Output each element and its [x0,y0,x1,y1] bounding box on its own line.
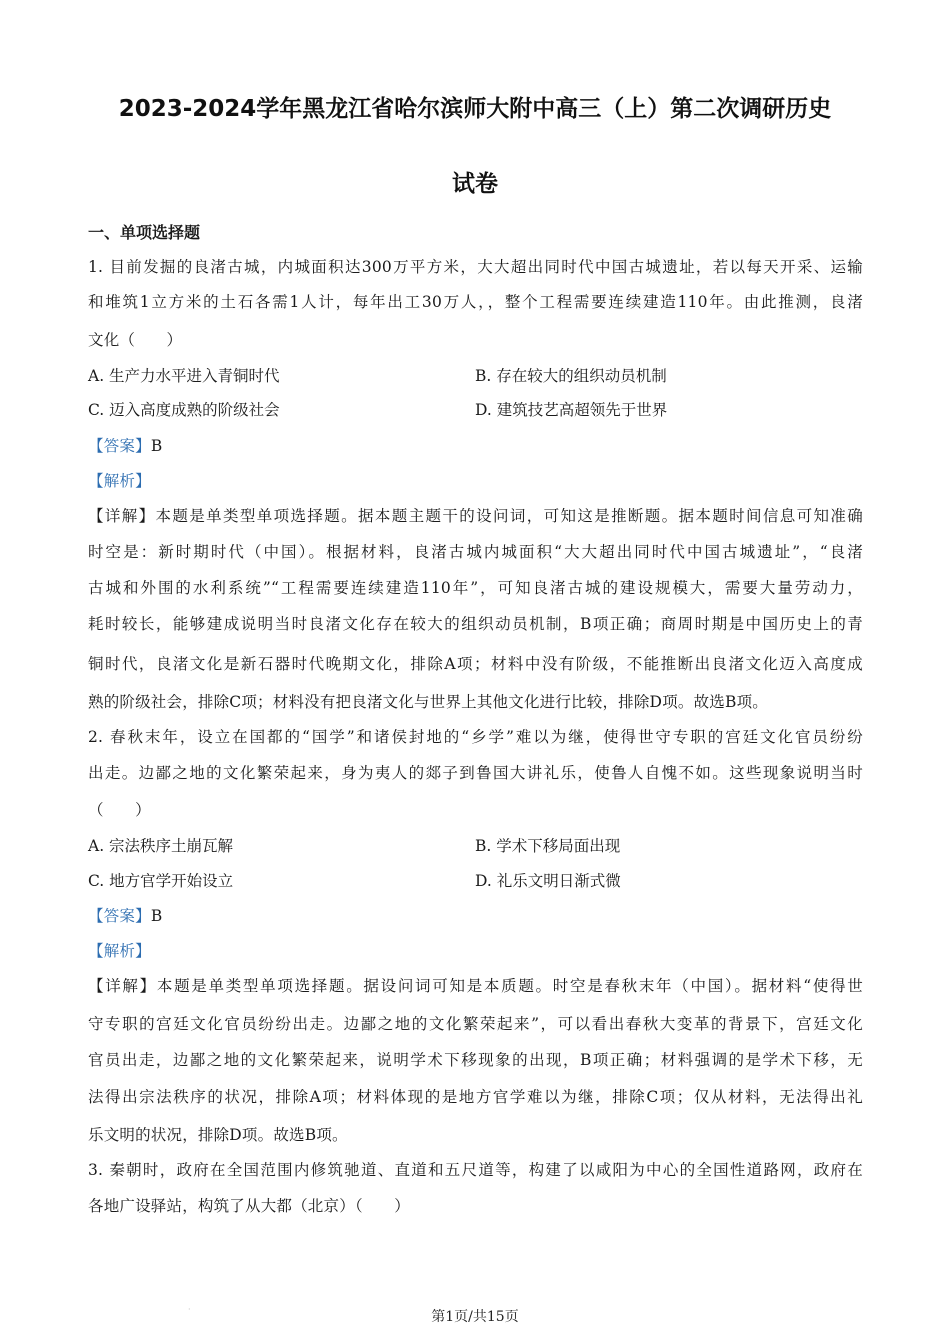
paper-title-line2: 试卷 [452,171,498,197]
q1-answer-tag: 【答案】 [88,437,151,455]
q2-stem-line1: 2. 春秋末年，设立在国都的“国学”和诸侯封地的“乡学”难以为继，使得世守专职的宫廷文化官员纷纷 [88,728,863,746]
q1-analysis [88,471,863,491]
q1-detail-line3: 古城和外围的水利系统”“工程需要连续建造110年”，可知良渚古城的建设规模大，需要大量劳动力， [88,579,863,597]
q2-option-a: A. 宗法秩序土崩瓦解 [88,837,234,855]
q2-stem-line2: 出走。边鄙之地的文化繁荣起来，身为夷人的郯子到鲁国大讲礼乐，使鲁人自愧不如。这些现象说明当时 [88,764,863,782]
q2-option-c: C. 地方官学开始设立 [88,872,234,890]
q2-analysis [88,941,863,961]
q1-detail-line4: 耗时较长，能够建成说明当时良渚文化存在较大的组织动员机制，B项正确；商周时期是中国历史上的青 [88,615,863,633]
q2-analysis-tag: 【解析】 [88,942,151,960]
q1-option-b: B. 存在较大的组织动员机制 [475,367,667,385]
q2-detail-line4: 法得出宗法秩序的状况，排除A项；材料体现的是地方官学难以为继，排除C项；仅从材料，无法得出礼 [88,1088,863,1106]
q2-answer [88,906,863,926]
q1-answer [88,436,863,456]
q1-detail-line2: 时空是：新时期时代（中国）。根据材料，良渚古城内城面积“大大超出同时代中国古城遗址”，“良渚 [88,543,863,561]
q1-analysis-tag: 【解析】 [88,472,151,490]
q2-detail-line3: 官员出走，边鄙之地的文化繁荣起来，说明学术下移现象的出现，B项正确；材料强调的是学术下移，无 [88,1051,863,1069]
q1-stem-line3: 文化（ ） [88,331,183,349]
scan-speck: · [188,1305,191,1314]
q1-option-a: A. 生产力水平进入青铜时代 [88,367,280,385]
q2-option-d: D. 礼乐文明日渐式微 [475,872,621,890]
q3-stem-line2: 各地广设驿站，构筑了从大都（北京）（ ） [88,1197,410,1215]
q1-detail-line5: 铜时代，良渚文化是新石器时代晚期文化，排除A项；材料中没有阶级，不能推断出良渚文化迈入高度成 [88,655,863,673]
q1-answer-value: B [150,437,163,455]
page-number-footer: 第1页/共15页 [431,1309,519,1325]
q2-detail-line1: 【详解】本题是单类型单项选择题。据设问词可知是本质题。时空是春秋末年（中国）。据材料“使得世 [88,977,863,995]
q2-option-b: B. 学术下移局面出现 [475,837,621,855]
q1-option-d: D. 建筑技艺高超领先于世界 [475,401,668,419]
section-heading: 一、单项选择题 [88,223,201,242]
q1-option-c: C. 迈入高度成熟的阶级社会 [88,401,280,419]
q1-stem-line1: 1. 目前发掘的良渚古城，内城面积达300万平方米，大大超出同时代中国古城遗址，若以每天开采、运输 [88,258,863,276]
paper-title-line1: 2023-2024学年黑龙江省哈尔滨师大附中高三（上）第二次调研历史 [118,96,832,122]
q2-answer-value: B [150,907,163,925]
q2-answer-tag: 【答案】 [88,907,151,925]
q3-stem-line1: 3. 秦朝时，政府在全国范围内修筑驰道、直道和五尺道等，构建了以咸阳为中心的全国性道路网，政府在 [88,1161,863,1179]
q2-stem-line3: （ ） [88,801,151,819]
q2-detail-line5: 乐文明的状况，排除D项。故选B项。 [88,1126,348,1144]
q1-detail-line6: 熟的阶级社会，排除C项；材料没有把良渚文化与世界上其他文化进行比较，排除D项。故选B项。 [88,693,768,711]
q1-detail-line1: 【详解】本题是单类型单项选择题。据本题主题干的设问词，可知这是推断题。据本题时间信息可知准确 [88,507,863,525]
q2-detail-line2: 守专职的宫廷文化官员纷纷出走。边鄙之地的文化繁荣起来”，可以看出春秋大变革的背景下，宫廷文化 [88,1015,863,1033]
q1-stem-line2: 和堆筑1立方米的土石各需1人计，每年出工30万人，，整个工程需要连续建造110年。由此推测，良渚 [88,293,863,311]
